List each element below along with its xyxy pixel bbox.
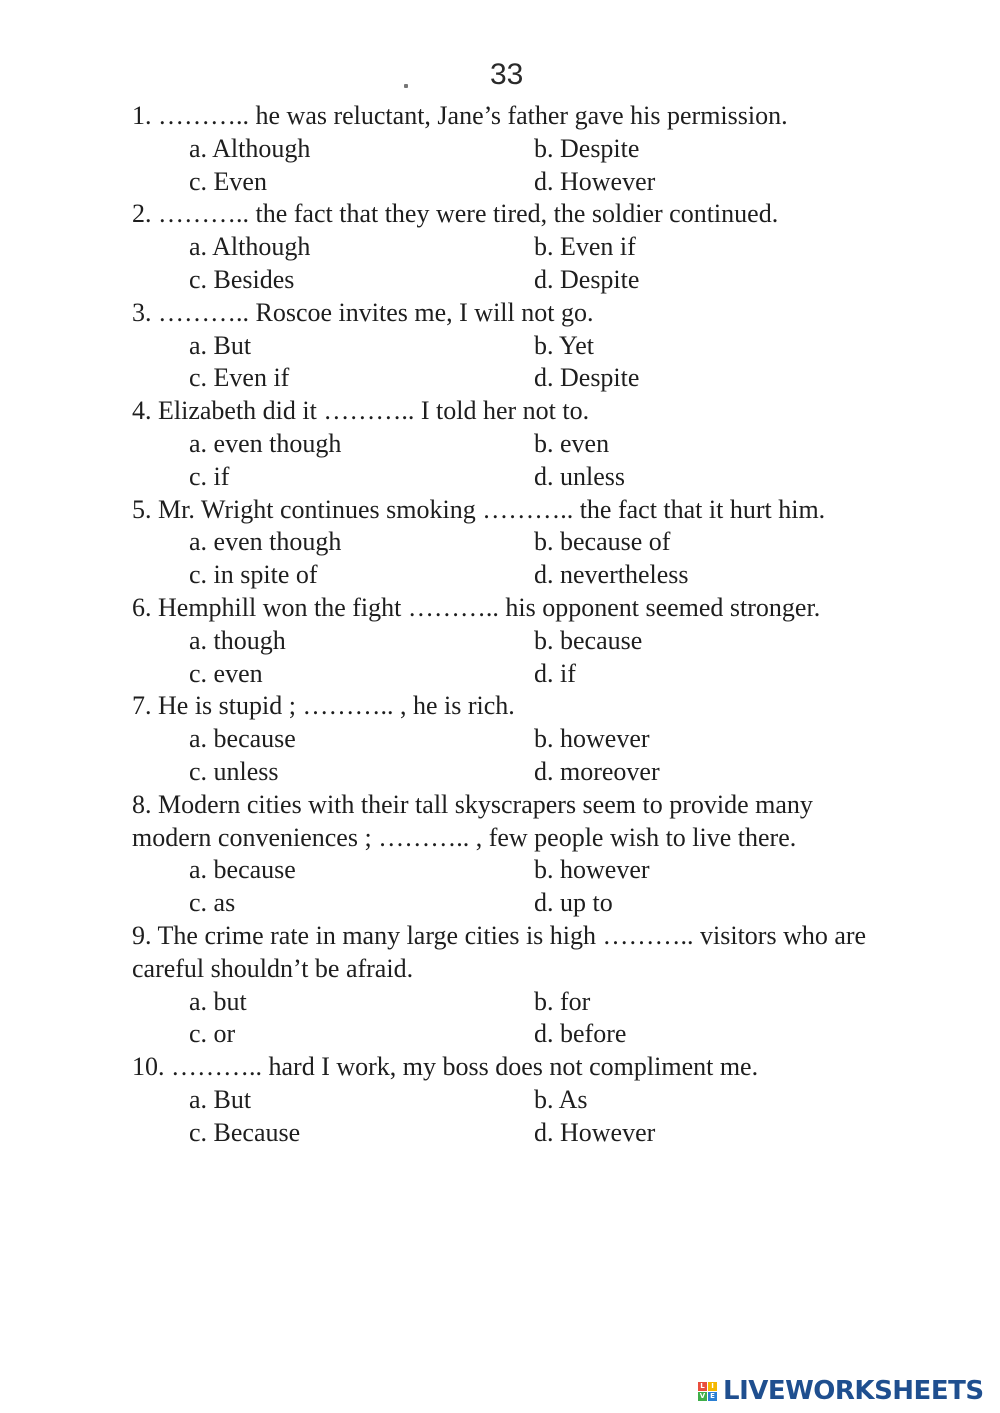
option-c[interactable]: c. Besides	[189, 264, 295, 294]
option-d[interactable]: d. However	[534, 1117, 656, 1147]
option-d[interactable]: d. unless	[534, 461, 625, 491]
option-d[interactable]: d. before	[534, 1019, 627, 1049]
answer-options	[189, 526, 892, 592]
option-c[interactable]: c. Even	[189, 166, 267, 196]
option-d[interactable]: d. Despite	[534, 264, 640, 294]
question-stem: 2. ……….. the fact that they were tired, the soldier continued.	[132, 199, 779, 229]
question-4	[132, 395, 892, 493]
question-stem: 3. ……….. Roscoe invites me, I will not go.	[132, 297, 594, 327]
option-c[interactable]: c. or	[189, 1019, 236, 1049]
option-a[interactable]: a. Although	[189, 232, 311, 262]
answer-options	[189, 1084, 892, 1150]
question-stem: 1. ……….. he was reluctant, Jane’s father gave his permission.	[132, 101, 788, 130]
question-7	[132, 690, 892, 788]
option-a[interactable]: a. even though	[189, 428, 342, 458]
option-c[interactable]: c. even	[189, 658, 263, 688]
option-b[interactable]: b. for	[534, 986, 591, 1016]
answer-options	[189, 428, 892, 494]
option-a[interactable]: a. Although	[189, 133, 311, 163]
option-b[interactable]: b. As	[534, 1084, 588, 1114]
option-b[interactable]: b. even	[534, 428, 610, 458]
option-b[interactable]: b. Despite	[534, 133, 640, 163]
option-d[interactable]: d. if	[534, 658, 576, 688]
option-b[interactable]: b. because of	[534, 527, 671, 557]
question-5	[132, 494, 892, 592]
option-c[interactable]: c. unless	[189, 756, 279, 786]
question-list	[132, 100, 892, 1150]
question-stem: 5. Mr. Wright continues smoking ……….. the fact that it hurt him.	[132, 494, 826, 524]
answer-options	[189, 625, 892, 691]
option-d[interactable]: d. However	[534, 166, 656, 196]
option-d[interactable]: d. nevertheless	[534, 560, 689, 590]
question-stem: 7. He is stupid ; ……….. , he is rich.	[132, 691, 515, 721]
option-c[interactable]: c. as	[189, 888, 236, 918]
option-a[interactable]: a. because	[189, 724, 296, 754]
question-stem: 8. Modern cities with their tall skyscrapers seem to provide many modern conveniences ; ……….. , few people wish to live there.	[132, 789, 813, 852]
question-stem: 4. Elizabeth did it ……….. I told her not to.	[132, 396, 590, 426]
option-b[interactable]: b. however	[534, 724, 650, 754]
option-a[interactable]: a. because	[189, 855, 296, 885]
scan-speck	[404, 84, 408, 88]
logo-cell: E	[708, 1392, 717, 1401]
option-d[interactable]: d. moreover	[534, 756, 660, 786]
option-a[interactable]: a. But	[189, 1084, 252, 1114]
question-1	[132, 100, 892, 198]
option-b[interactable]: b. Even if	[534, 232, 636, 262]
liveworksheets-watermark	[698, 1376, 984, 1406]
option-c[interactable]: c. in spite of	[189, 560, 318, 590]
option-c[interactable]: c. if	[189, 461, 230, 491]
answer-options	[189, 723, 892, 789]
question-9	[132, 920, 892, 1051]
option-d[interactable]: d. Despite	[534, 363, 640, 393]
question-stem: 6. Hemphill won the fight ……….. his opponent seemed stronger.	[132, 592, 821, 622]
logo-cell: I	[708, 1382, 717, 1391]
answer-options	[189, 854, 892, 920]
answer-options	[189, 330, 892, 396]
liveworksheets-logo-icon	[698, 1382, 717, 1401]
page-number: 33	[490, 58, 524, 91]
option-a[interactable]: a. though	[189, 625, 286, 655]
option-c[interactable]: c. Because	[189, 1117, 301, 1147]
option-d[interactable]: d. up to	[534, 888, 613, 918]
option-b[interactable]: b. however	[534, 855, 650, 885]
question-stem: 9. The crime rate in many large cities is high ……….. visitors who are careful shouldn’t be afraid.	[132, 920, 867, 983]
question-2	[132, 198, 892, 296]
option-a[interactable]: a. even though	[189, 527, 342, 557]
question-stem: 10. ……….. hard I work, my boss does not compliment me.	[132, 1052, 759, 1082]
answer-options	[189, 231, 892, 297]
option-a[interactable]: a. but	[189, 986, 247, 1016]
logo-cell: V	[699, 1391, 706, 1400]
question-10	[132, 1051, 892, 1149]
logo-cell: L	[698, 1382, 707, 1391]
liveworksheets-logo-text: LIVEWORKSHEETS	[723, 1376, 984, 1406]
option-c[interactable]: c. Even if	[189, 363, 290, 393]
answer-options	[189, 133, 892, 199]
question-8	[132, 789, 892, 920]
question-3	[132, 297, 892, 395]
option-b[interactable]: b. because	[534, 625, 643, 655]
option-b[interactable]: b. Yet	[534, 330, 594, 360]
answer-options	[189, 986, 892, 1052]
question-6	[132, 592, 892, 690]
option-a[interactable]: a. But	[189, 330, 252, 360]
